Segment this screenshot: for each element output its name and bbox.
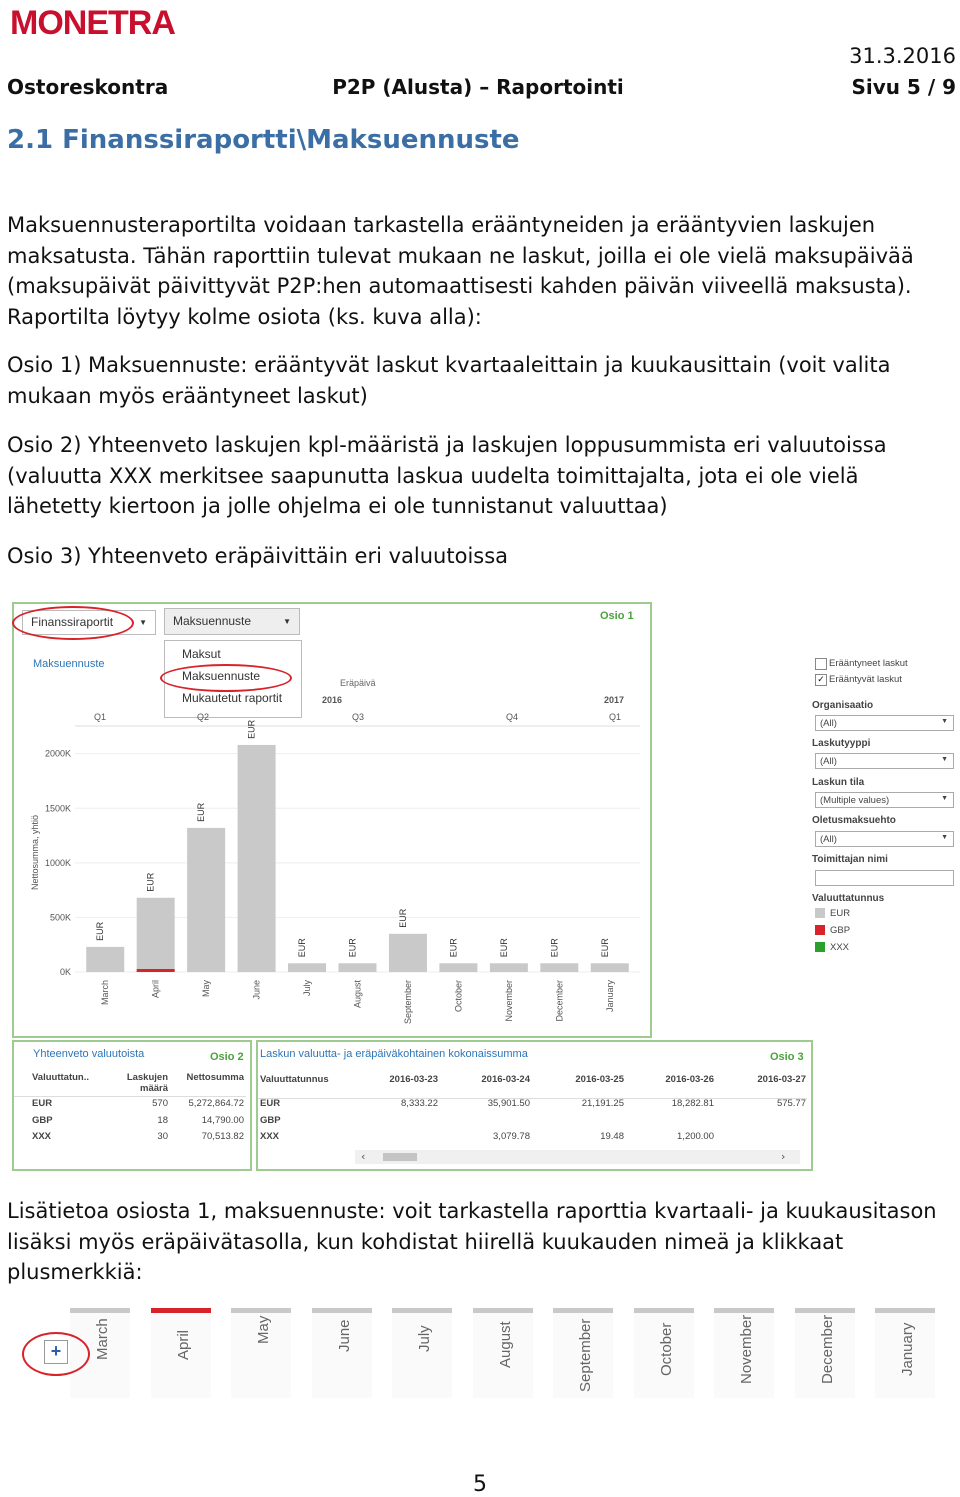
scroll-left-icon[interactable]: ‹ xyxy=(361,1150,366,1163)
osio3-title: Laskun valuutta- ja eräpäiväkohtainen kokonaissumma xyxy=(260,1048,528,1060)
table-cell: 3,079.78 xyxy=(493,1131,530,1142)
y-tick-label: 2000K xyxy=(44,748,71,759)
chevron-down-icon: ▼ xyxy=(941,795,948,802)
table-header: Valuuttatunnus xyxy=(260,1074,329,1085)
checkbox-eraantyvat-label: Erääntyvät laskut xyxy=(829,674,902,685)
table-cell: GBP xyxy=(260,1115,281,1126)
table-cell: EUR xyxy=(260,1098,281,1109)
table-cell: 30 xyxy=(157,1131,168,1142)
bar-gbp-april xyxy=(137,969,175,972)
checkbox-eraantyneet-label: Erääntyneet laskut xyxy=(829,658,908,669)
legend-swatch xyxy=(815,908,825,918)
quarter-label: Q3 xyxy=(351,712,365,722)
x-tick-label: April xyxy=(150,980,161,999)
bar-label: EUR xyxy=(95,921,106,941)
legend-item-xxx xyxy=(815,942,849,953)
paragraph-osio2: Osio 2) Yhteenveto laskujen kpl-määristä ja laskujen loppusummista eri valuutoissa (valuutta XXX merkitsee saapunutta laskua uudelta toimittajalta, jota ei ole vielä lähetetty kiertoon ja jolle ohjelma ei ole tunnistanut valuuttaa) xyxy=(7,433,887,518)
horizontal-scrollbar[interactable] xyxy=(355,1150,800,1164)
header-date: 31.3.2016 xyxy=(849,44,956,68)
bar-label: EUR xyxy=(549,938,560,958)
table-cell: 19.48 xyxy=(600,1131,624,1142)
y-tick-label: 1000K xyxy=(44,857,71,868)
filter-laskun-tila-label: Laskun tila xyxy=(812,777,865,788)
table-cell: 35,901.50 xyxy=(487,1098,530,1109)
strip-month-label[interactable]: November xyxy=(738,1314,755,1384)
year-2017: 2017 xyxy=(604,695,625,705)
chevron-down-icon: ▼ xyxy=(139,618,147,627)
x-tick-label: November xyxy=(503,980,514,1022)
table-cell: 70,513.82 xyxy=(201,1131,244,1142)
filter-value: (All) xyxy=(820,834,837,845)
table-cell: GBP xyxy=(32,1115,53,1126)
table-cell: EUR xyxy=(32,1098,53,1109)
quarter-label: Q1 xyxy=(608,712,622,722)
filter-laskutyyppi-label: Laskutyyppi xyxy=(812,738,871,749)
filter-oletus-label: Oletusmaksuehto xyxy=(812,815,896,826)
y-tick-label: 500K xyxy=(49,912,71,923)
x-tick-label: December xyxy=(554,980,565,1022)
paragraph-osio3: Osio 3) Yhteenveto eräpäivittäin eri valuutoissa xyxy=(7,544,509,568)
bar-eur-january xyxy=(591,963,629,972)
monetra-logo: MONETRA xyxy=(10,4,175,42)
legend-label: XXX xyxy=(830,942,850,953)
table-cell: XXX xyxy=(260,1131,280,1142)
x-tick-label: July xyxy=(302,980,313,997)
legend-title: Valuuttatunnus xyxy=(812,893,885,904)
header-page-number: Sivu 5 / 9 xyxy=(851,75,956,99)
strip-month-label[interactable]: June xyxy=(335,1319,353,1352)
y-tick-label: 1500K xyxy=(44,803,71,814)
paragraph-intro: Maksuennusteraportilta voidaan tarkastella erääntyneiden ja erääntyvien laskujen maksatusta. Tähän raporttiin tulevat mukaan ne laskut, joilla ei ole vielä maksupäivää (maksupäivät päivittyvät P2P:hen automaattisesti kahden päivän viiveellä maksusta). Raportilta löytyy kolme osiota (ks. kuva alla): xyxy=(7,213,914,329)
table-cell: 18 xyxy=(157,1115,168,1126)
osio2-label: Osio 2 xyxy=(210,1051,244,1063)
table-header: 2016-03-24 xyxy=(481,1074,530,1085)
table-cell: XXX xyxy=(32,1131,52,1142)
strip-month-label[interactable]: January xyxy=(899,1322,916,1376)
strip-month-label[interactable]: March xyxy=(94,1318,111,1360)
table-divider xyxy=(258,1098,807,1099)
filter-oletusmaksuehto[interactable] xyxy=(815,831,954,847)
table-header: Nettosumma xyxy=(186,1072,244,1083)
chevron-down-icon: ▼ xyxy=(941,718,948,725)
scroll-right-icon[interactable]: › xyxy=(781,1150,786,1163)
y-axis-label: Nettosumma, yhtiö xyxy=(30,814,40,890)
header-title: P2P (Alusta) – Raportointi xyxy=(332,75,624,99)
chevron-down-icon: ▼ xyxy=(283,617,291,626)
table-cell: 575.77 xyxy=(776,1098,806,1109)
strip-month-label[interactable]: October xyxy=(657,1322,675,1376)
osio3-table xyxy=(258,1068,807,1148)
filter-value: (All) xyxy=(820,718,837,729)
menu-item-maksuennuste[interactable]: Maksuennuste xyxy=(182,669,261,683)
bar-eur-may xyxy=(187,828,225,972)
osio1-label: Osio 1 xyxy=(600,610,634,622)
strip-month-label[interactable]: September xyxy=(577,1318,594,1392)
y-tick-label: 0K xyxy=(59,967,71,977)
bar-label: EUR xyxy=(498,938,509,958)
section-heading: 2.1 Finanssiraportti\Maksuennuste xyxy=(7,125,520,155)
table-cell: 18,282.81 xyxy=(671,1098,714,1109)
x-tick-label: September xyxy=(402,980,413,1025)
panel-title: Maksuennuste xyxy=(33,658,105,670)
legend-label: EUR xyxy=(830,908,851,919)
legend-swatch xyxy=(815,925,825,935)
legend-label: GBP xyxy=(830,925,851,936)
bar-label: EUR xyxy=(145,872,156,892)
filter-value: (Multiple values) xyxy=(820,795,890,806)
chevron-down-icon: ▼ xyxy=(941,756,948,763)
filter-toimittajan-nimi[interactable] xyxy=(815,870,954,886)
year-2016: 2016 xyxy=(322,695,343,705)
legend-item-gbp xyxy=(815,925,850,936)
bar-label: EUR xyxy=(397,908,408,928)
bar-eur-july xyxy=(288,963,326,972)
bar-label: EUR xyxy=(297,938,308,958)
checkbox-eraantyneet[interactable] xyxy=(815,658,827,670)
filter-organisaatio[interactable] xyxy=(815,715,954,731)
menu-item-maksut[interactable]: Maksut xyxy=(182,647,221,661)
table-cell: 14,790.00 xyxy=(201,1115,244,1126)
strip-month-label[interactable]: December xyxy=(818,1314,836,1384)
legend-swatch xyxy=(815,942,825,952)
x-tick-label: May xyxy=(201,980,212,998)
month-strip-screenshot xyxy=(0,1300,960,1395)
x-tick-label: August xyxy=(352,980,363,1009)
table-cell: 8,333.22 xyxy=(401,1098,438,1109)
legend-item-eur xyxy=(815,908,850,919)
table-header: 2016-03-26 xyxy=(665,1074,714,1085)
table-header: Laskujen määrä xyxy=(126,1072,168,1094)
table-header: 2016-03-23 xyxy=(389,1074,438,1085)
bar-eur-november xyxy=(490,963,528,972)
osio3-label: Osio 3 xyxy=(770,1051,804,1063)
paragraph-lisatietoa: Lisätietoa osiosta 1, maksuennuste: voit tarkastella raporttia kvartaali- ja kuukausitason lisäksi myös eräpäivätasolla, kun kohdistat hiirellä kuukauden nimeä ja klikkaat plusmerkkiä: xyxy=(7,1199,937,1284)
table-cell: 570 xyxy=(152,1098,168,1109)
quarter-label: Q2 xyxy=(196,712,210,722)
strip-month-label[interactable]: May xyxy=(255,1315,272,1344)
expand-plus-button[interactable]: + xyxy=(44,1340,68,1364)
bar-eur-august xyxy=(339,963,377,972)
osio2-table xyxy=(14,1068,246,1166)
maksuennuste-chart xyxy=(0,590,660,1040)
strip-month-column xyxy=(392,1308,452,1398)
checkbox-eraantyvat[interactable]: ✓ xyxy=(815,674,827,686)
table-header: 2016-03-25 xyxy=(575,1074,624,1085)
bar-label: EUR xyxy=(196,802,207,822)
footer-page-number: 5 xyxy=(473,1472,487,1497)
dashboard-screenshot xyxy=(0,590,960,1180)
table-cell: 1,200.00 xyxy=(677,1131,714,1142)
x-tick-label: March xyxy=(100,980,111,1006)
filter-organisaatio-label: Organisaatio xyxy=(812,700,874,711)
x-tick-label: January xyxy=(604,980,615,1013)
scroll-thumb[interactable] xyxy=(383,1153,417,1161)
table-cell: 21,191.25 xyxy=(581,1098,624,1109)
paragraph-osio1: Osio 1) Maksuennuste: erääntyvät laskut kvartaaleittain ja kuukausittain (voit valita mukaan myös erääntyneet laskut) xyxy=(7,353,891,408)
table-cell: 5,272,864.72 xyxy=(188,1098,244,1109)
dropdown2-label: Maksuennuste xyxy=(173,614,252,628)
strip-month-label[interactable]: April xyxy=(174,1329,192,1360)
erapaiva-label: Eräpäivä xyxy=(340,678,376,688)
bar-label: EUR xyxy=(347,938,358,958)
table-header: 2016-03-27 xyxy=(757,1074,806,1085)
x-tick-label: June xyxy=(251,980,262,1000)
chevron-down-icon: ▼ xyxy=(941,834,948,841)
filter-laskutyyppi[interactable] xyxy=(815,753,954,769)
filter-toimittaja-label: Toimittajan nimi xyxy=(812,854,888,865)
dropdown1-label: Finanssiraportit xyxy=(31,615,114,629)
bar-eur-april xyxy=(137,898,175,972)
bar-label: EUR xyxy=(599,938,610,958)
bar-label: EUR xyxy=(246,719,257,739)
bar-eur-october xyxy=(439,963,477,972)
menu-item-mukautetut[interactable]: Mukautetut raportit xyxy=(182,691,283,705)
quarter-label: Q4 xyxy=(505,712,519,722)
quarter-label: Q1 xyxy=(93,712,107,722)
table-header: Valuuttatun.. xyxy=(32,1072,89,1083)
filter-value: (All) xyxy=(820,756,837,767)
bar-eur-june xyxy=(238,745,276,972)
bar-eur-march xyxy=(86,947,124,972)
filter-laskun-tila[interactable] xyxy=(815,792,954,808)
bar-label: EUR xyxy=(448,938,459,958)
highlight-oval xyxy=(22,1332,90,1376)
bar-eur-december xyxy=(540,963,578,972)
strip-month-label[interactable]: August xyxy=(496,1321,514,1368)
strip-month-label[interactable]: July xyxy=(416,1325,433,1352)
x-tick-label: October xyxy=(453,980,464,1013)
bar-eur-september xyxy=(389,934,427,972)
table-divider xyxy=(14,1096,246,1097)
header-left: Ostoreskontra xyxy=(7,75,169,99)
osio2-title: Yhteenveto valuutoista xyxy=(33,1048,145,1060)
